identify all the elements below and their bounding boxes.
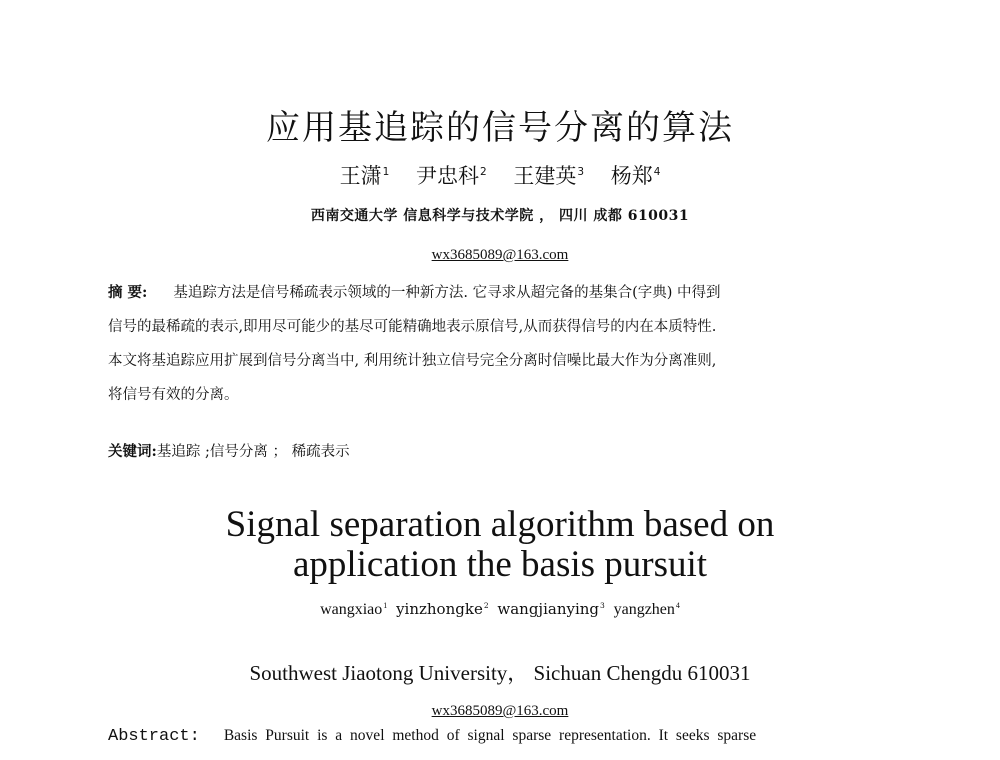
english-affiliation: Southwest Jiaotong University， Sichuan Chengdu 610031 [249, 661, 751, 685]
english-abstract [108, 727, 890, 746]
chinese-authors [0, 160, 1000, 190]
abstract-line: 摘 要: 基追踪方法是信号稀疏表示领域的一种新方法. 它寻求从超完备的基集合(字典) 中得到 [108, 284, 721, 301]
author-1: 王潇$^1$ [339, 164, 390, 188]
english-title [0, 505, 1000, 585]
chinese-keywords [108, 440, 350, 461]
english-title-line-2: application the basis pursuit [292, 544, 708, 585]
author-3: 王建英$^3$ [513, 164, 585, 188]
chinese-email-link[interactable]: wx3685089@163.com [431, 247, 569, 263]
chinese-email-row [0, 244, 1000, 264]
keywords-text: 基追踪 ;信号分离 ； 稀疏表示 [156, 444, 350, 460]
english-email-row [0, 700, 1000, 720]
abstract-label: 摘 要: [108, 284, 148, 301]
chinese-affiliation: 西南交通大学 信息科学与技术学院 ， 四川 成都 610031 [310, 208, 690, 224]
abstract-line: 将信号有效的分离。 [108, 387, 239, 403]
chinese-title: 应用基追踪的信号分离的算法 [266, 108, 734, 148]
english-email-link[interactable]: wx3685089@163.com [431, 703, 569, 719]
keywords-label: 关键词: [108, 443, 157, 460]
english-title-line-1: Signal separation algorithm based on [225, 504, 775, 545]
english-authors [0, 600, 1000, 619]
author-2: 尹忠科$^2$ [415, 164, 487, 188]
author-3: wangjianying$^3$ [497, 600, 605, 618]
author-1: wangxiao$^1$ [320, 600, 388, 618]
author-2: yinzhongke$^2$ [396, 600, 489, 618]
english-abstract-label: Abstract: [108, 727, 200, 746]
author-4: yangzhen$^4$ [613, 600, 680, 618]
chinese-abstract [108, 276, 890, 412]
abstract-line: 信号的最稀疏的表示,即用尽可能少的基尽可能精确地表示原信号,从而获得信号的内在本质特性. [108, 319, 717, 335]
abstract-line: 本文将基追踪应用扩展到信号分离当中, 利用统计独立信号完全分离时信噪比最大作为分离准则, [108, 353, 717, 369]
english-abstract-text: Basis Pursuit is a novel method of signal sparse representation. It seeks sparse [223, 727, 757, 744]
author-4: 杨郑$^4$ [610, 164, 661, 188]
